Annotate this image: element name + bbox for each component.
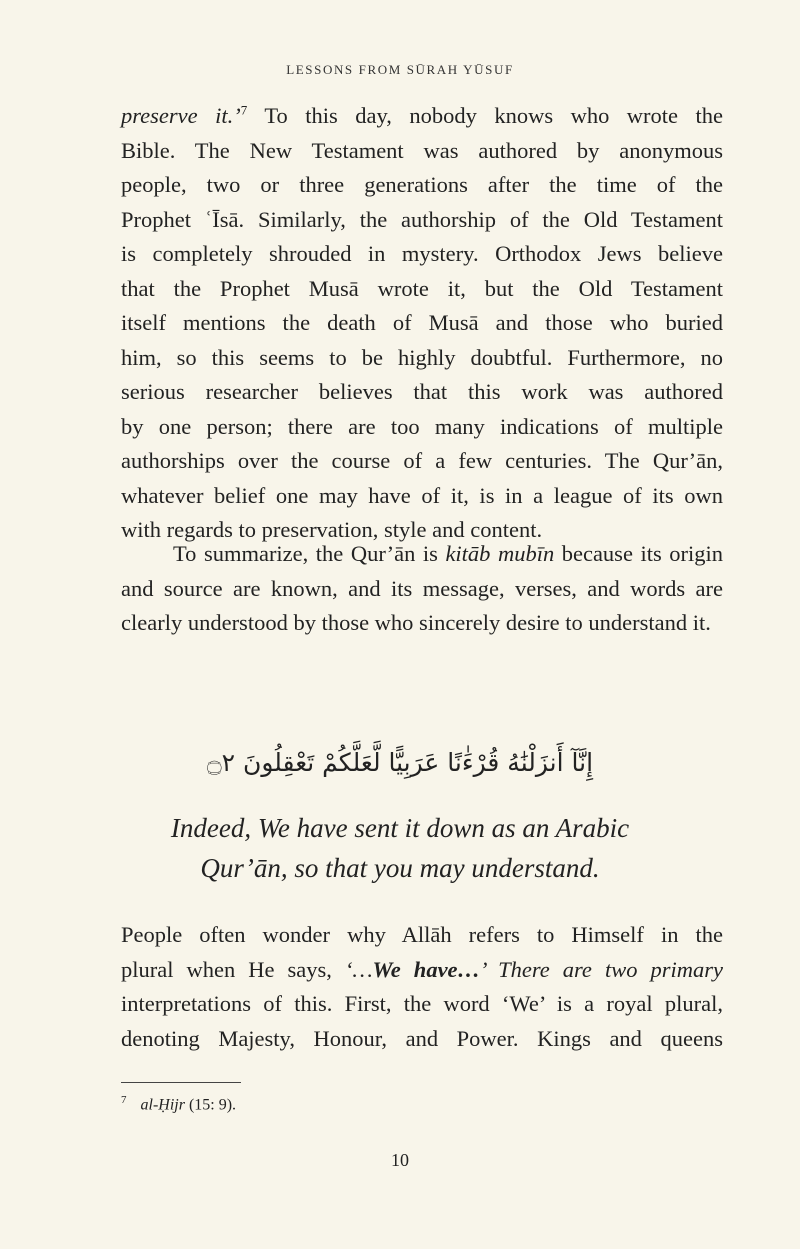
footnote-divider: [121, 1082, 241, 1083]
paragraph-2: To summarize, the Qur’ān is kitāb mubīn because its origin and source are known, and its message, verses, and words are clearly understood by those who sincerely desire to understand it.: [121, 541, 723, 635]
paragraph-1-line: him, so this seems to be highly doubtful. Furthermore, no: [121, 344, 723, 370]
paragraph-1-line: whatever belief one may have of it, is in a league of its own: [121, 482, 723, 508]
page-number: 10: [391, 1150, 409, 1170]
arabic-verse: إِنَّآ أَنزَلْنَٰهُ قُرْءَٰنًا عَرَبِيًّا لَّعَلَّكُمْ تَعْقِلُونَ ۝٢: [206, 748, 594, 777]
footnote-reference: (15: 9).: [184, 1096, 237, 1114]
paragraph-1-line: by one person; there are too many indications of multiple: [121, 413, 723, 439]
bold-quote: We have…: [372, 956, 481, 982]
paragraph-1-line: preserve it.’$^7$ To this day, nobody knows who wrote the: [121, 102, 723, 128]
paragraph-1-line: authorships over the course of a few centuries. The Qur’ān,: [121, 448, 723, 473]
paragraph-3-line: People often wonder why Allāh refers to Himself in the: [121, 922, 723, 947]
paragraph-1: [121, 99, 723, 548]
footnote-ref[interactable]: 7: [240, 102, 248, 118]
paragraph-1-line: Prophet ʿĪsā. Similarly, the authorship of the Old Testament: [121, 206, 723, 232]
paragraph-1-line: people, two or three generations after the time of the: [121, 172, 723, 197]
paragraph-1-line: that the Prophet Musā wrote it, but the Old Testament: [121, 275, 723, 301]
paragraph-3-line: plural when He says, ‘…We have…’ There are two primary: [121, 956, 723, 982]
running-head: LESSONS FROM SŪRAH YŪSUF: [286, 62, 514, 77]
translation-line: Qur’ān, so that you may understand.: [200, 853, 600, 883]
italic-quote: preserve it.: [121, 103, 234, 128]
footnote: [121, 1094, 236, 1114]
footnote-number: 7: [121, 1094, 127, 1106]
paragraph-3-line: denoting Majesty, Honour, and Power. Kings and queens: [121, 1025, 723, 1051]
footnote-source: al-Ḥijr: [140, 1096, 185, 1114]
verse-translation: [0, 808, 800, 888]
paragraph-1-line: with regards to preservation, style and content.: [121, 517, 543, 542]
translation-line: Indeed, We have sent it down as an Arabic: [170, 813, 630, 843]
paragraph-3: [121, 918, 723, 1056]
italic-term: kitāb mubīn: [445, 541, 555, 566]
paragraph-3-line: interpretations of this. First, the word ‘We’ is a royal plural,: [121, 991, 723, 1016]
paragraph-1-line: serious researcher believes that this work was authored: [121, 379, 723, 404]
paragraph-1-line: itself mentions the death of Musā and those who buried: [121, 310, 723, 335]
paragraph-1-line: Bible. The New Testament was authored by anonymous: [121, 137, 723, 163]
paragraph-1-line: is completely shrouded in mystery. Orthodox Jews believe: [121, 241, 723, 266]
